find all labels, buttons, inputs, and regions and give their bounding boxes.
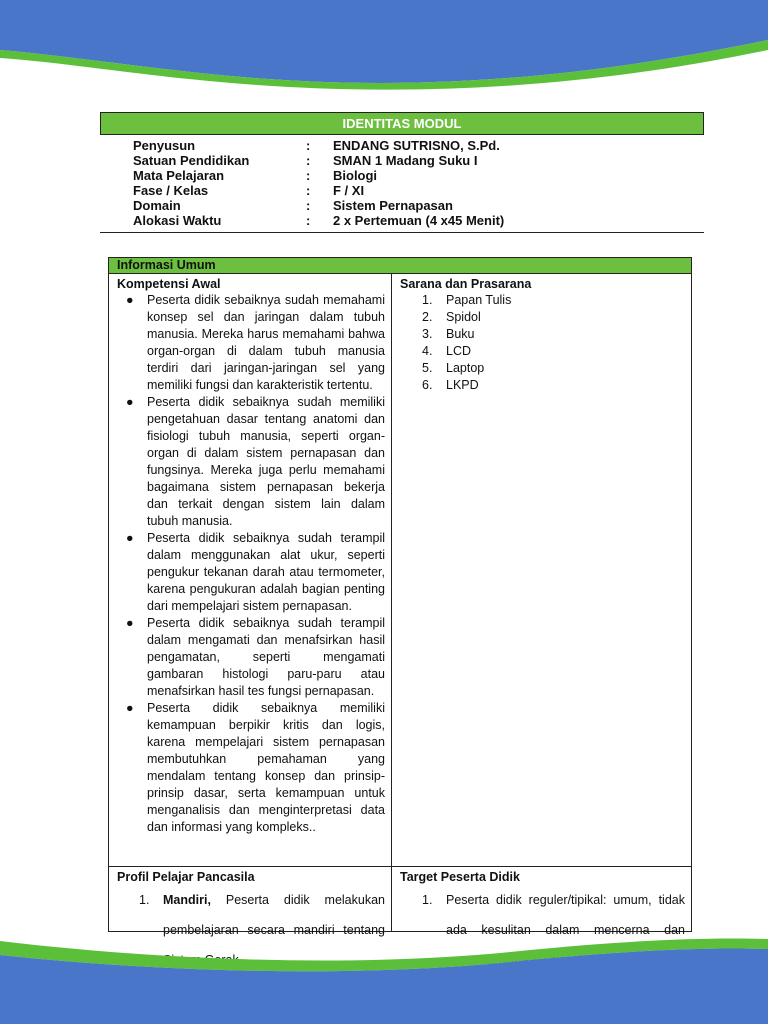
list-item: 4. LCD bbox=[422, 344, 472, 358]
list-item: 3. Buku bbox=[422, 327, 475, 341]
bullet-icon: ● bbox=[126, 395, 134, 409]
module-row bbox=[100, 138, 704, 153]
module-row bbox=[100, 153, 704, 168]
sarana-prasarana-title: Sarana dan Prasarana bbox=[400, 277, 532, 291]
header-wave-decoration bbox=[0, 0, 768, 95]
target-peserta-title: Target Peserta Didik bbox=[400, 870, 520, 884]
module-identity-title: IDENTITAS MODUL bbox=[100, 112, 704, 135]
module-row bbox=[100, 168, 704, 183]
kompetensi-awal-cell bbox=[109, 274, 392, 866]
general-info-heading: Informasi Umum bbox=[109, 258, 691, 274]
list-item: 6. LKPD bbox=[422, 378, 479, 392]
list-item: ● Peserta didik sebaiknya sudah terampil dalam menggunakan alat ukur, seperti pengukur tekanan darah atau termometer, karena pengukuran adalah bagian penting dari mempelajari sistem pernapasan. bbox=[126, 531, 385, 613]
bullet-icon: ● bbox=[126, 293, 134, 307]
row-separator: : bbox=[306, 138, 311, 153]
general-info-table bbox=[108, 257, 692, 937]
row-label: Domain bbox=[133, 198, 181, 213]
row-value: F / XI bbox=[333, 183, 365, 198]
module-row bbox=[100, 198, 704, 213]
row-label: Satuan Pendidikan bbox=[133, 153, 250, 168]
list-item: ● Peserta didik sebaiknya memiliki kemampuan berpikir kritis dan logis, karena mempelajari sistem pernapasan membutuhkan pemahaman yang mendalam tentang konsep dan prinsip-prinsip dasar, serta kemampuan untuk menganalisis dan menginterpretasi data dan informasi yang kompleks.. bbox=[126, 701, 385, 834]
row-label: Penyusun bbox=[133, 138, 196, 153]
row-value: 2 x Pertemuan (4 x45 Menit) bbox=[333, 213, 505, 228]
bullet-icon: ● bbox=[126, 701, 134, 715]
row-label: Fase / Kelas bbox=[133, 183, 209, 198]
module-row bbox=[100, 213, 704, 228]
row-separator: : bbox=[306, 183, 311, 198]
row-label: Alokasi Waktu bbox=[133, 213, 222, 228]
module-row bbox=[100, 183, 704, 198]
footer-wave-decoration bbox=[0, 929, 768, 1024]
list-item: ● Peserta didik sebaiknya sudah terampil dalam mengamati dan menafsirkan hasil pengamatan, seperti mengamati gambaran histologi paru-paru atau menafsirkan hasil tes fungsi pernapasan. bbox=[126, 616, 385, 698]
profil-pancasila-title: Profil Pelajar Pancasila bbox=[117, 870, 255, 884]
list-item: ● Peserta didik sebaiknya sudah memiliki pengetahuan dasar tentang anatomi dan fisiologi tubuh manusia, seperti organ-organ di dalam sistem pernapasan dan fungsinya. Mereka juga perlu memahami bagaimana sistem pernapasan bekerja dan terkait dengan sistem lain dalam tubuh manusia. bbox=[126, 395, 385, 528]
bullet-icon: ● bbox=[126, 616, 134, 630]
module-identity-table bbox=[100, 112, 704, 233]
row-separator: : bbox=[306, 168, 311, 183]
kompetensi-awal-title: Kompetensi Awal bbox=[117, 277, 221, 291]
row-value: ENDANG SUTRISNO, S.Pd. bbox=[333, 138, 500, 153]
row-separator: : bbox=[306, 213, 311, 228]
target-peserta-cell bbox=[392, 867, 691, 937]
row-value: SMAN 1 Madang Suku I bbox=[333, 153, 478, 168]
row-separator: : bbox=[306, 153, 311, 168]
row-label: Mata Pelajaran bbox=[133, 168, 225, 183]
sarana-prasarana-cell bbox=[392, 274, 691, 866]
row-value: Biologi bbox=[333, 168, 378, 183]
bullet-icon: ● bbox=[126, 531, 134, 545]
list-item: 2. Spidol bbox=[422, 310, 481, 324]
profil-pancasila-cell bbox=[109, 867, 392, 937]
row-separator: : bbox=[306, 198, 311, 213]
list-item: 5. Laptop bbox=[422, 361, 485, 375]
row-value: Sistem Pernapasan bbox=[333, 198, 453, 213]
list-item: 1. Peserta didik reguler/tipikal: umum, tidak ada kesulitan dalam mencerna dan bbox=[422, 893, 685, 937]
list-item: 1. Mandiri, Peserta didik melakukan pembelajaran secara mandiri tentang bbox=[139, 893, 385, 937]
list-item: 1. Papan Tulis bbox=[422, 293, 512, 307]
list-item: ● Peserta didik sebaiknya sudah memahami konsep sel dan jaringan dalam tubuh manusia. Mereka harus memahami bahwa organ-organ di dalam tubuh manusia terdiri dari jaringan-jaringan sel yang memiliki fungsi dan karakteristik tertentu. bbox=[126, 293, 385, 392]
